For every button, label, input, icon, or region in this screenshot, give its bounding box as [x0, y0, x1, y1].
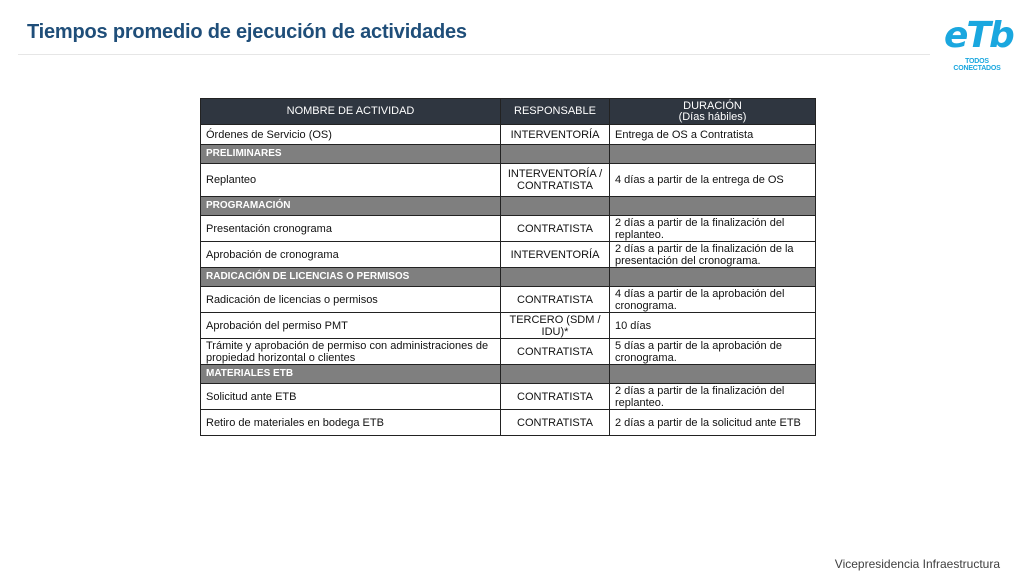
section-empty-cell [501, 268, 610, 287]
activity-cell: Retiro de materiales en bodega ETB [201, 410, 501, 436]
logo-tagline: TODOS CONECTADOS [953, 58, 1001, 72]
duration-cell: 5 días a partir de la aprobación de cronograma. [610, 339, 816, 365]
table-row [201, 313, 816, 339]
table-row [201, 339, 816, 365]
activity-cell: Órdenes de Servicio (OS) [201, 125, 501, 145]
header-activity: NOMBRE DE ACTIVIDAD [201, 99, 501, 125]
duration-cell: 10 días [610, 313, 816, 339]
table-row [201, 242, 816, 268]
activity-cell: Trámite y aprobación de permiso con administraciones de propiedad horizontal o clientes [201, 339, 501, 365]
header-duration [610, 99, 816, 125]
responsible-cell: INTERVENTORÍA [501, 125, 610, 145]
logo-mark: eTb [944, 15, 1013, 56]
table-row [201, 410, 816, 436]
table-header-row [201, 99, 816, 125]
table-row [201, 287, 816, 313]
header-responsible: RESPONSABLE [501, 99, 610, 125]
activity-cell: Radicación de licencias o permisos [201, 287, 501, 313]
activity-cell: Replanteo [201, 164, 501, 197]
page-title: Tiempos promedio de ejecución de actividades [27, 21, 467, 43]
header-duration-line2: (Días hábiles) [678, 110, 747, 123]
section-label: PROGRAMACIÓN [201, 197, 501, 216]
footer-text: Vicepresidencia Infraestructura [834, 557, 1000, 571]
responsible-cell: CONTRATISTA [501, 216, 610, 242]
section-label: PRELIMINARES [201, 145, 501, 164]
responsible-cell: CONTRATISTA [501, 410, 610, 436]
duration-cell: 4 días a partir de la entrega de OS [610, 164, 816, 197]
section-empty-cell [501, 145, 610, 164]
section-empty-cell [501, 365, 610, 384]
responsible-cell: INTERVENTORÍA / CONTRATISTA [501, 164, 610, 197]
title-divider [18, 54, 930, 55]
section-label: MATERIALES ETB [201, 365, 501, 384]
activity-cell: Aprobación de cronograma [201, 242, 501, 268]
section-label: RADICACIÓN DE LICENCIAS O PERMISOS [201, 268, 501, 287]
duration-cell: 4 días a partir de la aprobación del cronograma. [610, 287, 816, 313]
activity-cell: Presentación cronograma [201, 216, 501, 242]
table-row [201, 384, 816, 410]
table-row [201, 164, 816, 197]
duration-cell: 2 días a partir de la finalización del replanteo. [610, 384, 816, 410]
activities-table [200, 98, 816, 436]
section-row [201, 197, 816, 216]
activity-cell: Aprobación del permiso PMT [201, 313, 501, 339]
section-empty-cell [610, 145, 816, 164]
responsible-cell: CONTRATISTA [501, 339, 610, 365]
header-duration-line1: DURACIÓN [683, 99, 742, 112]
responsible-cell: INTERVENTORÍA [501, 242, 610, 268]
table-row [201, 216, 816, 242]
section-empty-cell [610, 268, 816, 287]
responsible-cell: CONTRATISTA [501, 287, 610, 313]
duration-cell: 2 días a partir de la finalización de la presentación del cronograma. [610, 242, 816, 268]
responsible-cell: CONTRATISTA [501, 384, 610, 410]
section-row [201, 365, 816, 384]
section-empty-cell [501, 197, 610, 216]
activity-cell: Solicitud ante ETB [201, 384, 501, 410]
section-row [201, 268, 816, 287]
section-row [201, 145, 816, 164]
duration-cell: 2 días a partir de la finalización del replanteo. [610, 216, 816, 242]
duration-cell: Entrega de OS a Contratista [610, 125, 816, 145]
section-empty-cell [610, 197, 816, 216]
etb-logo [944, 15, 1013, 74]
duration-cell: 2 días a partir de la solicitud ante ETB [610, 410, 816, 436]
responsible-cell: TERCERO (SDM / IDU)* [501, 313, 610, 339]
table-row [201, 125, 816, 145]
section-empty-cell [610, 365, 816, 384]
